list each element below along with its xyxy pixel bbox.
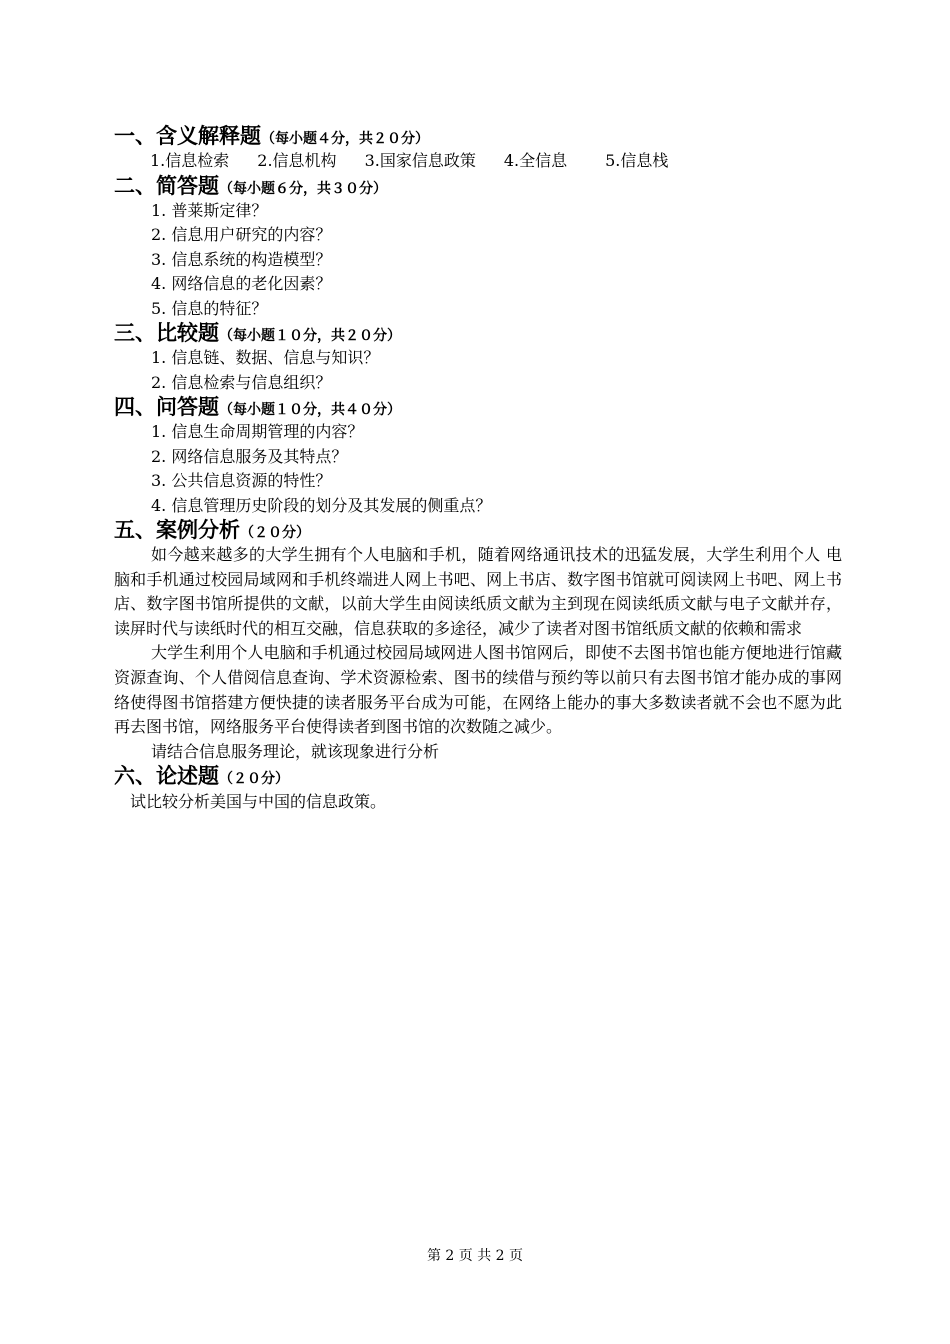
section-3-title: 三、比较题 [114, 321, 219, 345]
case-paragraph-2: 大学生利用个人电脑和手机通过校园局域网进人图书馆网后，即使不去图书馆也能方便地进行馆藏资源查询、个人借阅信息查询、学术资源检索、图书的续借与预约等以前只有去图书馆才能办成的事网络使得图书馆搭建方便快捷的读者服务平台成为可能，在网络上能办的事大多数读者就不会也不愿为此再去图书馆，网络服务平台使得读者到图书馆的次数随之减少。 [114, 643, 842, 737]
section-2-note: （每小题６分，共３０分） [219, 180, 387, 197]
term-4: 4.全信息 [503, 151, 568, 170]
section-3-heading [114, 321, 842, 346]
section-5-heading [114, 518, 842, 543]
section-2-item-2: 2. 信息用户研究的内容？ [151, 225, 332, 244]
exam-content [114, 124, 842, 814]
term-2: 2.信息机构 [257, 151, 337, 170]
section-4-item-2: 2. 网络信息服务及其特点？ [151, 446, 348, 466]
case-paragraph-1: 如今越来越多的大学生拥有个人电脑和手机，随着网络通讯技术的迅猛发展，大学生利用个人 电脑和手机通过校园局域网和手机终端进人网上书吧、网上书店、数字图书馆就可阅读网上书吧、网上书店、数字图书馆所提供的文献，以前大学生由阅读纸质文献为主到现在阅读纸质文献与电子文献并存，读屏时代与读纸时代的相互交融，信息获取的多途径，减少了读者对图书馆纸质文献的依赖和需求 [114, 545, 842, 638]
section-2-title: 二、简答题 [114, 173, 219, 198]
section-3-item-1: 1. 信息链、数据、信息与知识？ [151, 348, 380, 367]
section-2-heading [114, 174, 842, 199]
section-4-item-4: 4. 信息管理历史阶段的划分及其发展的侧重点？ [151, 495, 492, 515]
section-2-item-1: 1. 普莱斯定律？ [151, 200, 268, 220]
section-1-title: 一、含义解释题 [114, 124, 261, 148]
section-2-item-5: 5. 信息的特征？ [151, 298, 268, 318]
section-3-item-2: 2. 信息检索与信息组织？ [151, 372, 332, 392]
section-4-heading [114, 395, 842, 420]
term-3: 3.国家信息政策 [364, 151, 476, 170]
section-3-note: （每小题１０分，共２０分） [219, 328, 401, 344]
section-4-item-3: 3. 公共信息资源的特性？ [151, 471, 332, 490]
section-2-item-3: 3. 信息系统的构造模型？ [151, 249, 332, 269]
section-4-note: （每小题１０分，共４０分） [219, 402, 401, 418]
section-5-title: 五、案例分析 [114, 518, 240, 542]
term-1: 1.信息检索 [150, 151, 230, 170]
section-6-title: 六、论述题 [114, 764, 219, 789]
section-2-item-4: 4. 网络信息的老化因素？ [151, 274, 332, 293]
page-footer: 第 2 页 共 2 页 [426, 1248, 524, 1264]
case-paragraph-3: 请结合信息服务理论，就该现象进行分析 [151, 741, 440, 761]
section-6-note: （２０分） [219, 771, 289, 788]
section-6-heading [114, 764, 842, 789]
essay-question: 试比较分析美国与中国的信息政策。 [130, 792, 387, 812]
section-5-note: （２０分） [240, 525, 310, 541]
section-4-item-1: 1. 信息生命周期管理的内容？ [151, 422, 364, 441]
section-4-title: 四、问答题 [114, 395, 219, 419]
section-1-terms [114, 149, 842, 174]
term-5: 5.信息栈 [605, 151, 669, 170]
section-1-heading [114, 124, 842, 149]
section-1-note: （每小题４分，共２０分） [261, 131, 429, 147]
